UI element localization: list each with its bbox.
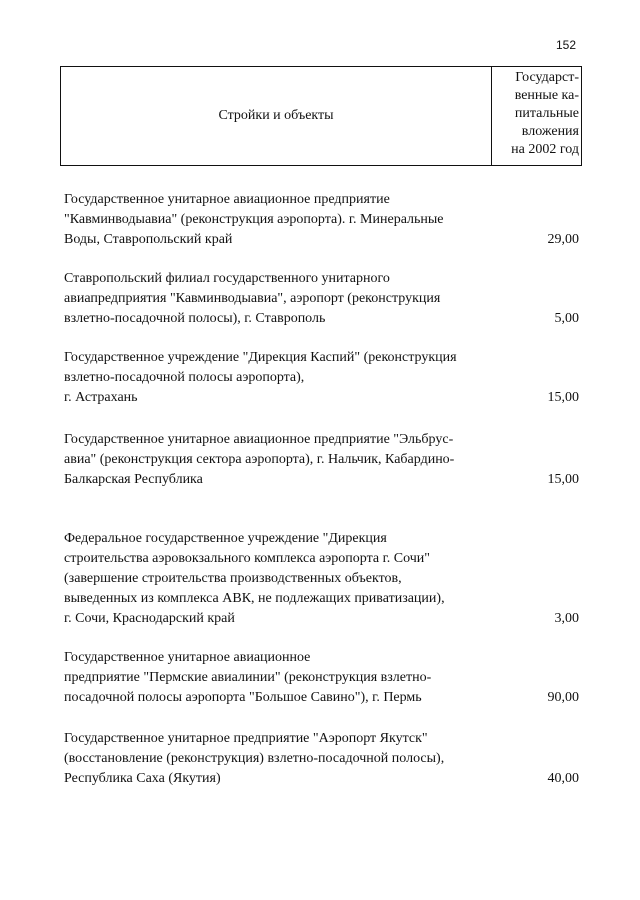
list-item	[64, 348, 582, 408]
entry-description: Государственное унитарное авиационное предприятие "Эльбрус- авиа" (реконструкция сектора аэропорта), г. Нальчик, Кабардино- Балкарская Республика	[64, 432, 455, 487]
entry-value: 3,00	[554, 611, 579, 626]
entry-description: Ставропольский филиал государственного унитарного авиапредприятия "Кавминводыавиа", аэропорт (реконструкция взлетно-посадочной полосы), г. Ставрополь	[64, 271, 441, 326]
entry-value: 90,00	[547, 690, 579, 705]
entry-value: 29,00	[547, 232, 579, 247]
entry-description: Государственное унитарное предприятие "Аэропорт Якутск" (восстановление (реконструкция) взлетно-посадочной полосы), Республика Саха (Якутия)	[64, 731, 445, 786]
entry-description: Государственное унитарное авиационное предприятие "Кавминводыавиа" (реконструкция аэропорта). г. Минеральные Воды, Ставропольский край	[64, 192, 444, 247]
entry-description: Государственное учреждение "Дирекция Каспий" (реконструкция взлетно-посадочной полосы аэропорта), г. Астрахань	[64, 350, 457, 405]
entry-description: Государственное унитарное авиационное предприятие "Пермские авиалинии" (реконструкция взлетно- посадочной полосы аэропорта "Большое Савино"), г. Пермь	[64, 650, 432, 705]
entry-description: Федеральное государственное учреждение "Дирекция строительства аэровокзального комплекса аэропорта г. Сочи" (завершение строительства производственных объектов, выведенных из комплекса АВК, не подлежащих приватизации), г. Сочи, Краснодарский край	[64, 531, 445, 626]
entry-value: 15,00	[547, 472, 579, 487]
header-investments: Государст- венные ка- питальные вложения на 2002 год	[511, 70, 579, 157]
header-objects: Стройки и объекты	[61, 67, 492, 165]
list-item	[64, 190, 582, 250]
table-header	[60, 66, 582, 166]
list-item	[64, 648, 582, 708]
list-item	[64, 729, 582, 789]
list-item	[64, 430, 582, 490]
entry-value: 15,00	[547, 390, 579, 405]
entry-value: 40,00	[547, 771, 579, 786]
list-item	[64, 269, 582, 329]
entry-value: 5,00	[554, 311, 579, 326]
list-item	[64, 529, 582, 629]
page-number: 152	[555, 38, 576, 52]
